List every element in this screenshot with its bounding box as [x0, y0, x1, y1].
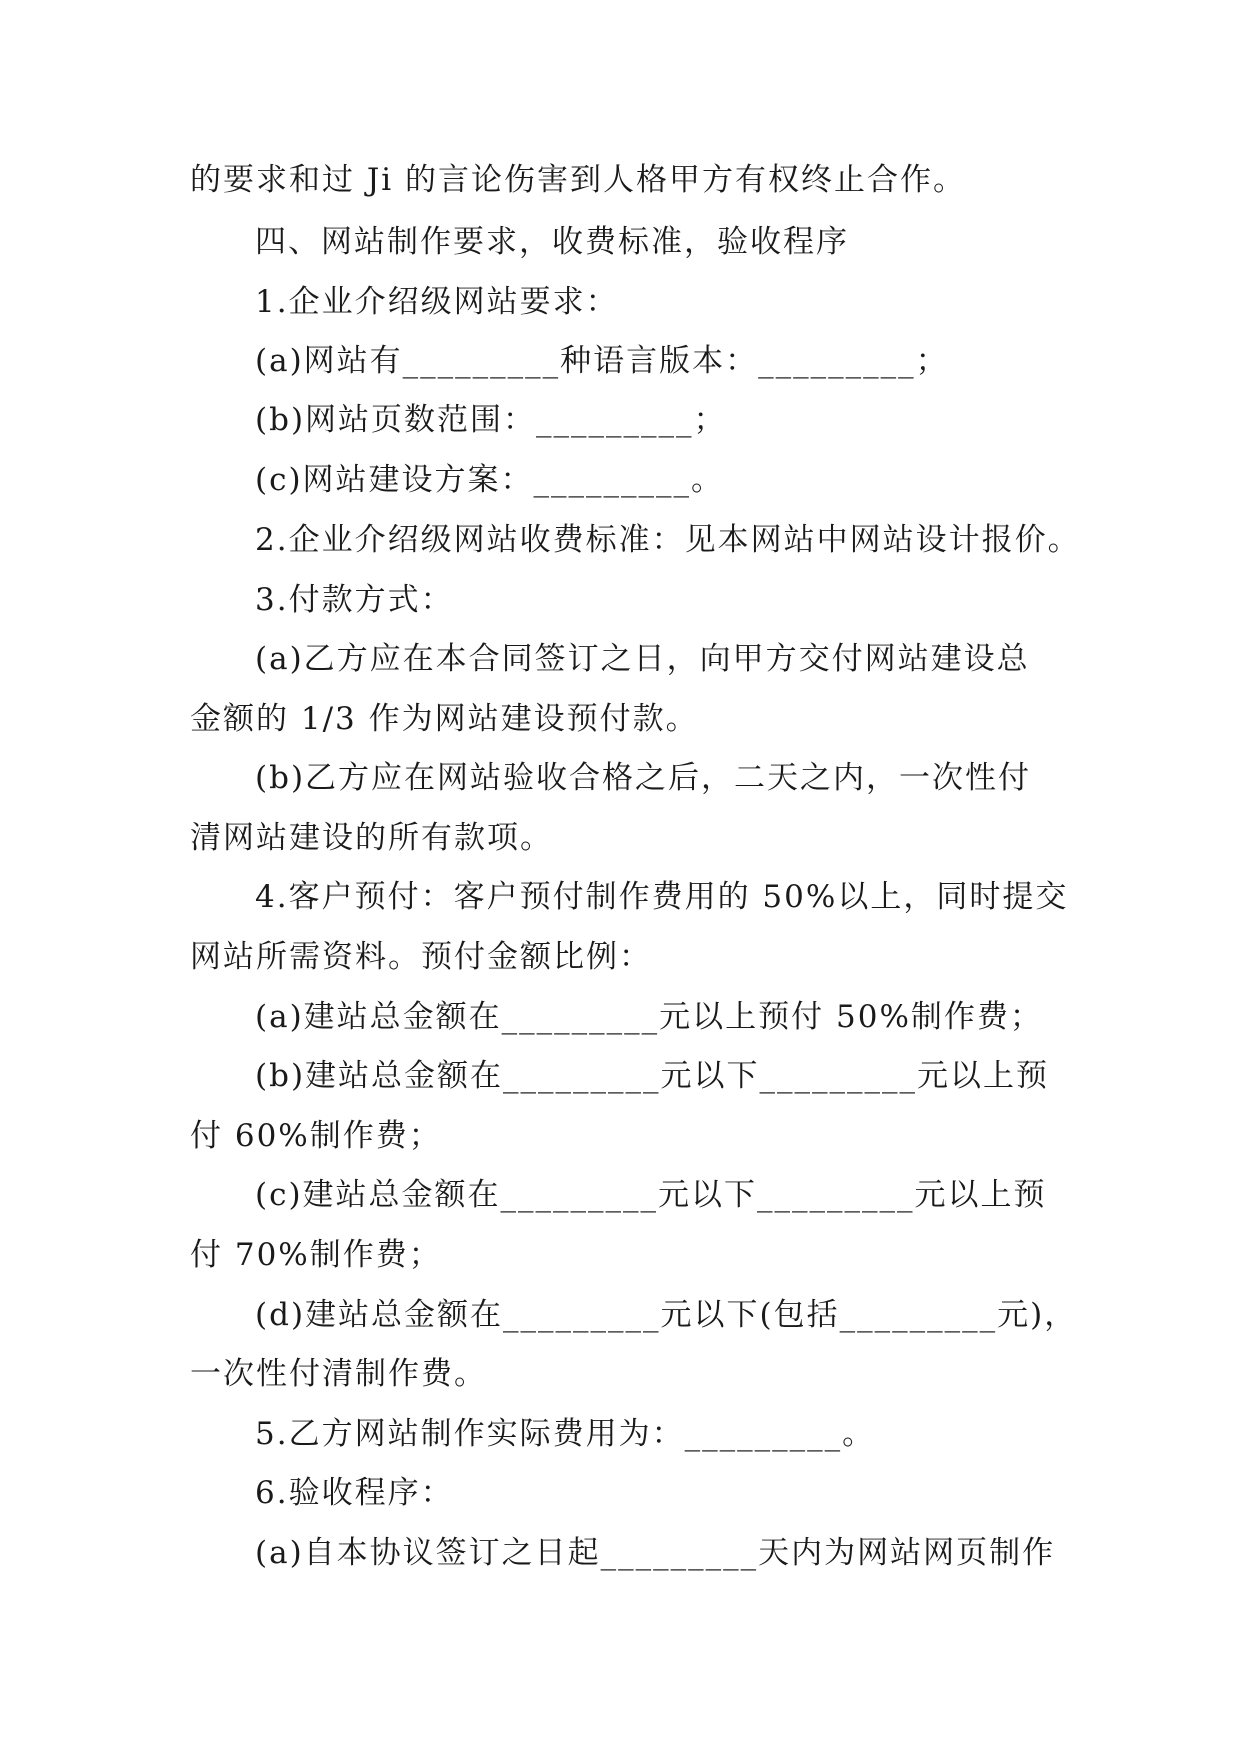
- clause-item-continuation: 金额的 1/3 作为网站建设预付款。: [190, 701, 699, 737]
- clause-item-continuation: 付 70%制作费；: [190, 1237, 442, 1273]
- clause-heading: 3.付款方式：: [255, 582, 454, 618]
- clause-item-continuation: 付 60%制作费；: [190, 1118, 442, 1154]
- clause-heading: 4.客户预付：客户预付制作费用的 50%以上，同时提交: [255, 879, 1069, 915]
- clause-item: (b)网站页数范围：_________；: [255, 402, 727, 438]
- clause-heading-continuation: 网站所需资料。预付金额比例：: [190, 939, 652, 975]
- clause-item: (a)乙方应在本合同签订之日，向甲方交付网站建设总: [255, 641, 1030, 677]
- clause-item: (a)网站有_________种语言版本：_________；: [255, 343, 949, 379]
- clause-heading: 2.企业介绍级网站收费标准：见本网站中网站设计报价。: [255, 522, 1081, 558]
- body-text-line: 的要求和过 Ji 的言论伤害到人格甲方有权终止合作。: [190, 162, 967, 198]
- clause-item: (a)自本协议签订之日起_________天内为网站网页制作: [255, 1535, 1056, 1571]
- clause-item: (d)建站总金额在_________元以下(包括_________元)，: [255, 1297, 1078, 1333]
- clause-item-continuation: 一次性付清制作费。: [190, 1356, 487, 1392]
- clause-heading: 5.乙方网站制作实际费用为：_________。: [255, 1416, 876, 1452]
- section-heading: 四、网站制作要求，收费标准，验收程序: [255, 224, 849, 260]
- clause-heading: 6.验收程序：: [255, 1475, 454, 1511]
- clause-item: (b)乙方应在网站验收合格之后，二天之内，一次性付: [255, 760, 1032, 796]
- clause-item: (a)建站总金额在_________元以上预付 50%制作费；: [255, 999, 1043, 1035]
- clause-heading: 1.企业介绍级网站要求：: [255, 284, 619, 320]
- clause-item: (c)建站总金额在_________元以下_________元以上预: [255, 1177, 1047, 1213]
- clause-item-continuation: 清网站建设的所有款项。: [190, 820, 553, 856]
- clause-item: (b)建站总金额在_________元以下_________元以上预: [255, 1058, 1050, 1094]
- clause-item: (c)网站建设方案：_________。: [255, 462, 725, 498]
